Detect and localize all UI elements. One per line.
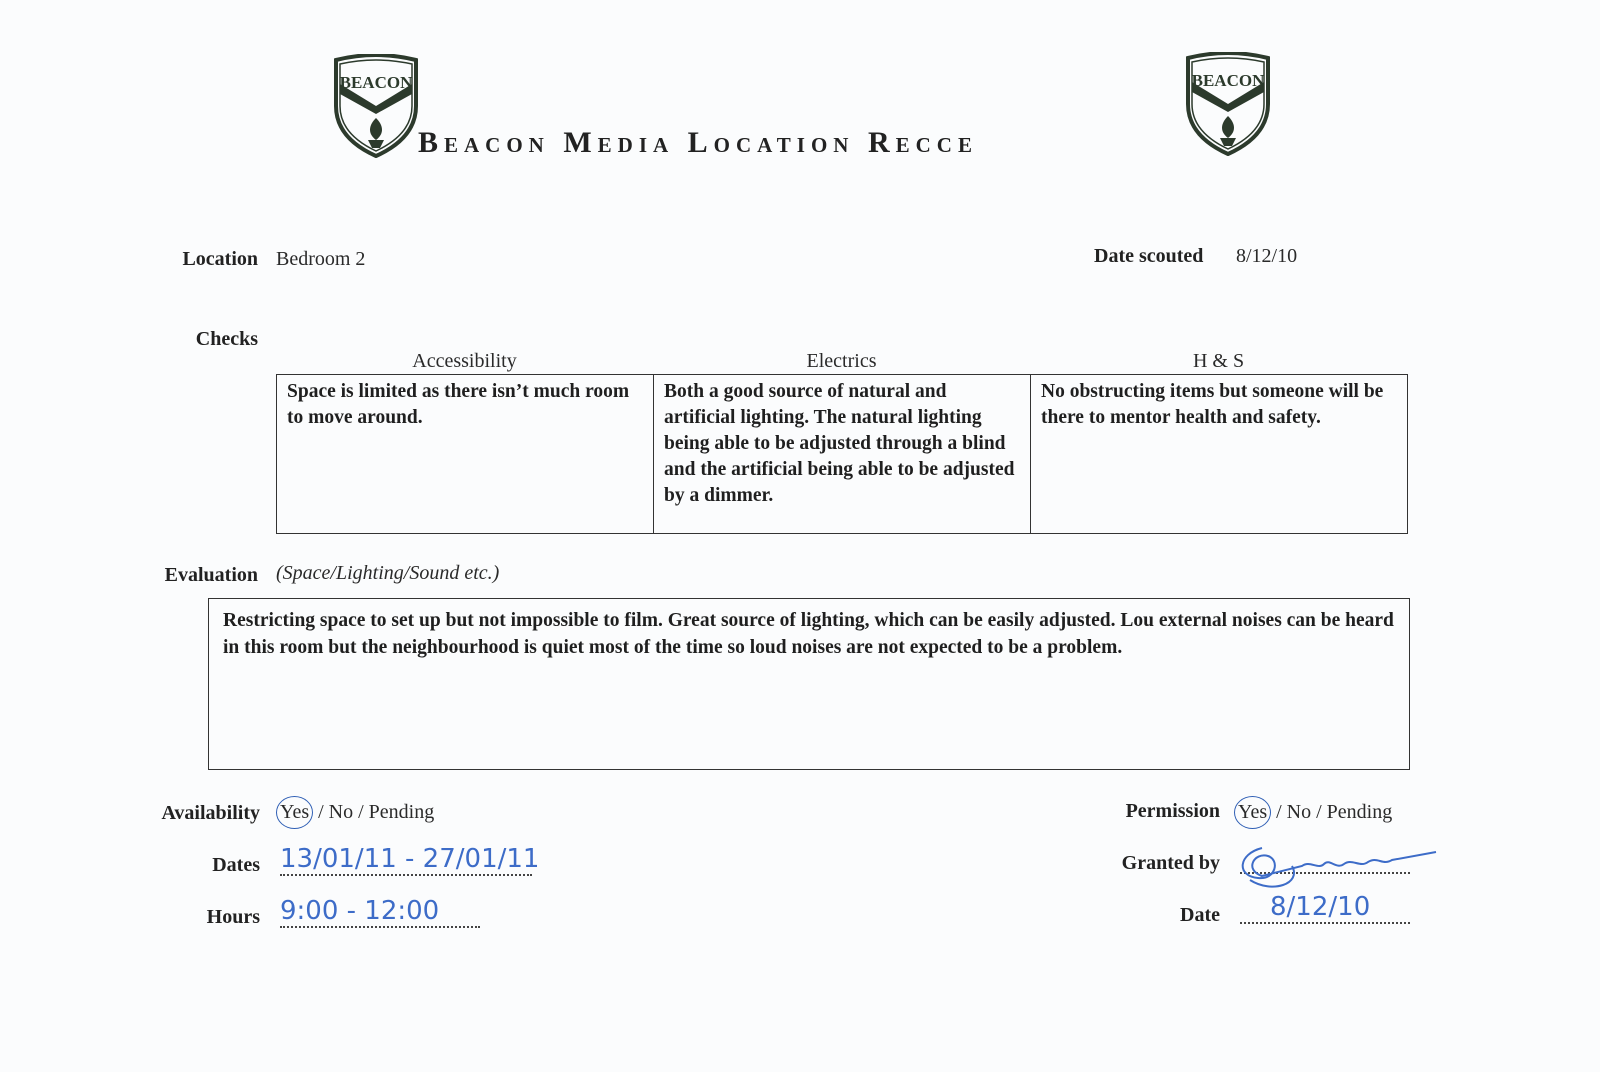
- availability-options: [280, 796, 434, 829]
- hours-label: Hours: [206, 906, 260, 928]
- signed-date-label: Date: [1180, 904, 1220, 926]
- date-scouted-label: Date scouted: [1094, 245, 1204, 267]
- svg-text:BEACON: BEACON: [339, 73, 413, 92]
- availability-label: Availability: [161, 802, 260, 824]
- page-title: Beacon Media Location Recce: [418, 126, 978, 159]
- availability-other-options: / No / Pending: [318, 801, 435, 823]
- dates-value: 13/01/11 - 27/01/11: [280, 844, 540, 874]
- permission-options: [1238, 796, 1392, 829]
- evaluation-label: Evaluation: [164, 564, 258, 586]
- electrics-cell: Both a good source of natural and artificial lighting. The natural lighting being able to be adjusted through a blind and the artificial being able to be adjusted by a dimmer.: [654, 375, 1031, 533]
- permission-yes-selected[interactable]: Yes: [1234, 796, 1271, 829]
- permission-label: Permission: [1125, 800, 1220, 822]
- signed-date-value: 8/12/10: [1240, 892, 1410, 924]
- availability-yes-selected[interactable]: Yes: [276, 796, 313, 829]
- beacon-crest-logo-left: [330, 54, 422, 158]
- dates-label: Dates: [212, 854, 260, 876]
- permission-other-options: / No / Pending: [1276, 801, 1393, 823]
- svg-text:BEACON: BEACON: [1191, 71, 1265, 90]
- health-safety-header: H & S: [1192, 350, 1245, 372]
- checks-table: [276, 374, 1408, 534]
- checks-label: Checks: [195, 328, 258, 350]
- beacon-crest-logo-right: [1182, 52, 1274, 156]
- health-safety-cell: No obstructing items but someone will be there to mentor health and safety.: [1041, 381, 1384, 428]
- evaluation-hint: (Space/Lighting/Sound etc.): [276, 562, 500, 584]
- location-label: Location: [182, 248, 258, 270]
- accessibility-header: Accessibility: [412, 350, 517, 372]
- granted-by-label: Granted by: [1121, 852, 1220, 874]
- accessibility-cell: Space is limited as there isn’t much room to move around.: [277, 375, 654, 533]
- location-value: Bedroom 2: [276, 248, 366, 270]
- date-scouted-value: 8/12/10: [1236, 245, 1298, 267]
- evaluation-text-box: Restricting space to set up but not impossible to film. Great source of lighting, which can be easily adjusted. Lou external noises can be heard in this room but the neighbourhood is quiet most of the time so loud noises are not expected to be a problem.: [208, 598, 1410, 770]
- hours-value: 9:00 - 12:00: [280, 896, 480, 928]
- electrics-header: Electrics: [806, 350, 877, 372]
